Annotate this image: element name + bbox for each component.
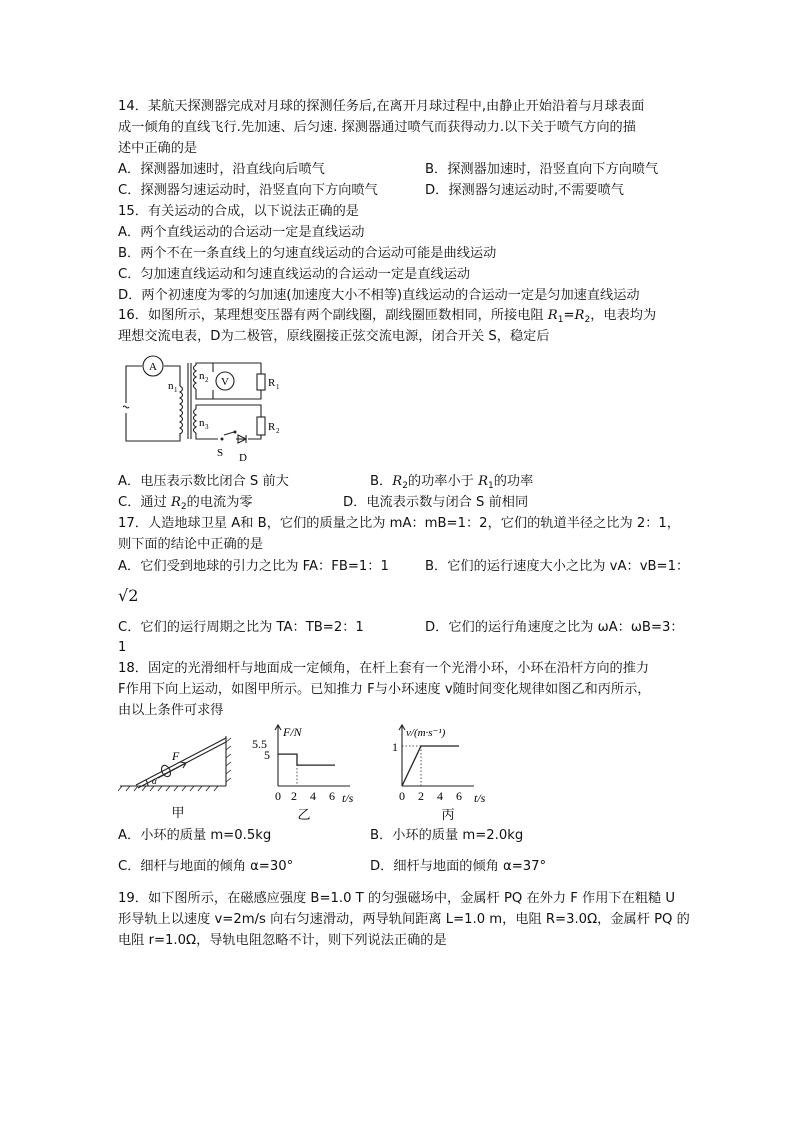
q17-stem-line2: 则下面的结论中正确的是	[118, 537, 264, 552]
force-time-chart	[250, 722, 370, 824]
figure-jia-caption: 甲	[171, 805, 185, 820]
svg-text:1: 1	[276, 383, 280, 391]
svg-text:1: 1	[174, 386, 178, 394]
svg-text:n: n	[168, 380, 174, 392]
svg-text:R: R	[268, 421, 276, 433]
q16-stem-line1: 16．如图所示，某理想变压器有两个副线圈，副线圈匝数相同，所接电阻 $R_1=R_2$，电表均为	[118, 308, 657, 325]
series-line	[402, 746, 459, 786]
x-axis-label: t/s	[342, 791, 354, 805]
x-tick-label: 2	[418, 789, 424, 803]
series-line	[278, 754, 335, 765]
q15-option-b: B．两个不在一条直线上的匀速直线运动的合运动可能是曲线运动	[118, 246, 497, 261]
q18-option-c: C．细杆与地面的倾角 α=30°	[118, 859, 294, 874]
q17-stem-line1: 17．人造地球卫星 A和 B，它们的质量之比为 mA：mB=1：2，它们的轨道半径之比为 2：1，	[118, 516, 680, 531]
x-tick-label: 4	[310, 789, 316, 803]
q19-stem-line1: 19．如下图所示，在磁感应强度 B=1.0 T 的匀强磁场中，金属杆 PQ 在外力 F 作用下在粗糙 U	[118, 891, 676, 906]
q14-option-d: D．探测器匀速运动时,不需要喷气	[425, 183, 624, 198]
q17-option-b-tail: √2	[118, 586, 139, 605]
svg-text:n: n	[199, 417, 205, 429]
figure-bing-caption: 丙	[441, 807, 455, 822]
q15-option-a: A．两个直线运动的合运动一定是直线运动	[118, 225, 365, 240]
q18-option-b: B．小环的质量 m=2.0kg	[370, 828, 524, 843]
svg-text:3: 3	[205, 423, 209, 431]
voltmeter-label: V	[221, 376, 229, 388]
q16-option-a: A．电压表示数比闭合 S 前大	[118, 474, 289, 489]
svg-text:R: R	[268, 377, 276, 389]
ammeter-label: A	[149, 361, 157, 373]
q16-option-b: B．$R_2$的功率小于 $R_1$的功率	[370, 474, 534, 491]
svg-text:2: 2	[276, 427, 280, 435]
q14-stem-line2: 成一倾角的直线飞行.先加速、后匀速. 探测器通过喷气而获得动力.以下关于喷气方向的描	[118, 120, 636, 135]
y-axis-label: v/(m·s⁻¹)	[406, 727, 446, 739]
x-tick-label: 2	[291, 789, 297, 803]
svg-text:n: n	[199, 370, 205, 382]
q17-option-d-tail: 1	[118, 640, 127, 655]
y-tick-label: 5.5	[252, 737, 267, 751]
q18-stem-line1: 18．固定的光滑细杆与地面成一定倾角，在杆上套有一个光滑小环，小环在沿杆方向的推力	[118, 661, 650, 676]
y-axis-label: F/N	[283, 725, 302, 739]
q15-option-d: D．两个初速度为零的匀加速(加速度大小不相等)直线运动的合运动一定是匀加速直线运动	[118, 288, 640, 303]
x-tick-label: 0	[399, 789, 405, 803]
x-tick-label: 6	[329, 789, 335, 803]
q18-option-d: D．细杆与地面的倾角 α=37°	[370, 859, 547, 874]
x-tick-label: 6	[456, 789, 462, 803]
velocity-time-chart	[390, 722, 514, 824]
q14-option-a: A．探测器加速时，沿直线向后喷气	[118, 162, 325, 177]
q15-option-c: C．匀加速直线运动和匀速直线运动的合运动一定是直线运动	[118, 267, 471, 282]
q16-option-d: D．电流表示数与闭合 S 前相同	[343, 495, 529, 510]
q19-stem-line3: 电阻 r=1.0Ω，导轨电阻忽略不计，则下列说法正确的是	[118, 933, 447, 948]
q16-stem-line2: 理想交流电表，D为二极管，原线圈接正弦交流电源，闭合开关 S，稳定后	[118, 329, 550, 344]
q19-stem-line2: 形导轨上以速度 v=2m/s 向右匀速滑动，两导轨间距离 L=1.0 m，电阻 R=3.0Ω，金属杆 PQ 的	[118, 912, 690, 927]
q14-stem-line3: 述中正确的是	[118, 141, 198, 156]
figure-yi-caption: 乙	[297, 807, 311, 822]
q15-stem: 15．有关运动的合成，以下说法正确的是	[118, 204, 359, 219]
angle-alpha-label: α	[152, 776, 157, 786]
q18-option-a: A．小环的质量 m=0.5kg	[118, 828, 272, 843]
x-axis-label: t/s	[474, 791, 486, 805]
q18-stem-line2: F作用下向上运动，如图甲所示。已知推力 F与小环速度 v随时间变化规律如图乙和丙所示，	[118, 682, 651, 697]
svg-text:2: 2	[205, 376, 209, 384]
y-tick-label: 1	[392, 740, 398, 754]
incline-rod-figure	[118, 728, 242, 824]
diode-label: D	[239, 452, 247, 464]
x-tick-label: 4	[437, 789, 443, 803]
q16-option-c: C．通过 $R_2$的电流为零	[118, 495, 253, 512]
q14-option-b: B．探测器加速时，沿竖直向下方向喷气	[425, 162, 659, 177]
transformer-circuit-figure	[118, 355, 290, 467]
q17-option-c: C．它们的运行周期之比为 TA：TB=2：1	[118, 620, 364, 635]
force-label: F	[172, 749, 180, 763]
switch-label: S	[217, 447, 224, 459]
y-tick-label: 5	[264, 748, 270, 762]
q18-stem-line3: 由以上条件可求得	[118, 703, 224, 718]
q14-stem-line1: 14．某航天探测器完成对月球的探测任务后,在离开月球过程中,由静止开始沿着与月球表面	[118, 99, 645, 114]
x-tick-label: 0	[275, 789, 281, 803]
q17-option-b: B．它们的运行速度大小之比为 vA：vB=1：	[425, 559, 690, 574]
q17-option-a: A．它们受到地球的引力之比为 FA：FB=1：1	[118, 559, 389, 574]
q14-option-c: C．探测器匀速运动时，沿竖直向下方向喷气	[118, 183, 378, 198]
q17-option-d: D．它们的运行角速度之比为 ωA：ωB=3：	[425, 620, 684, 635]
